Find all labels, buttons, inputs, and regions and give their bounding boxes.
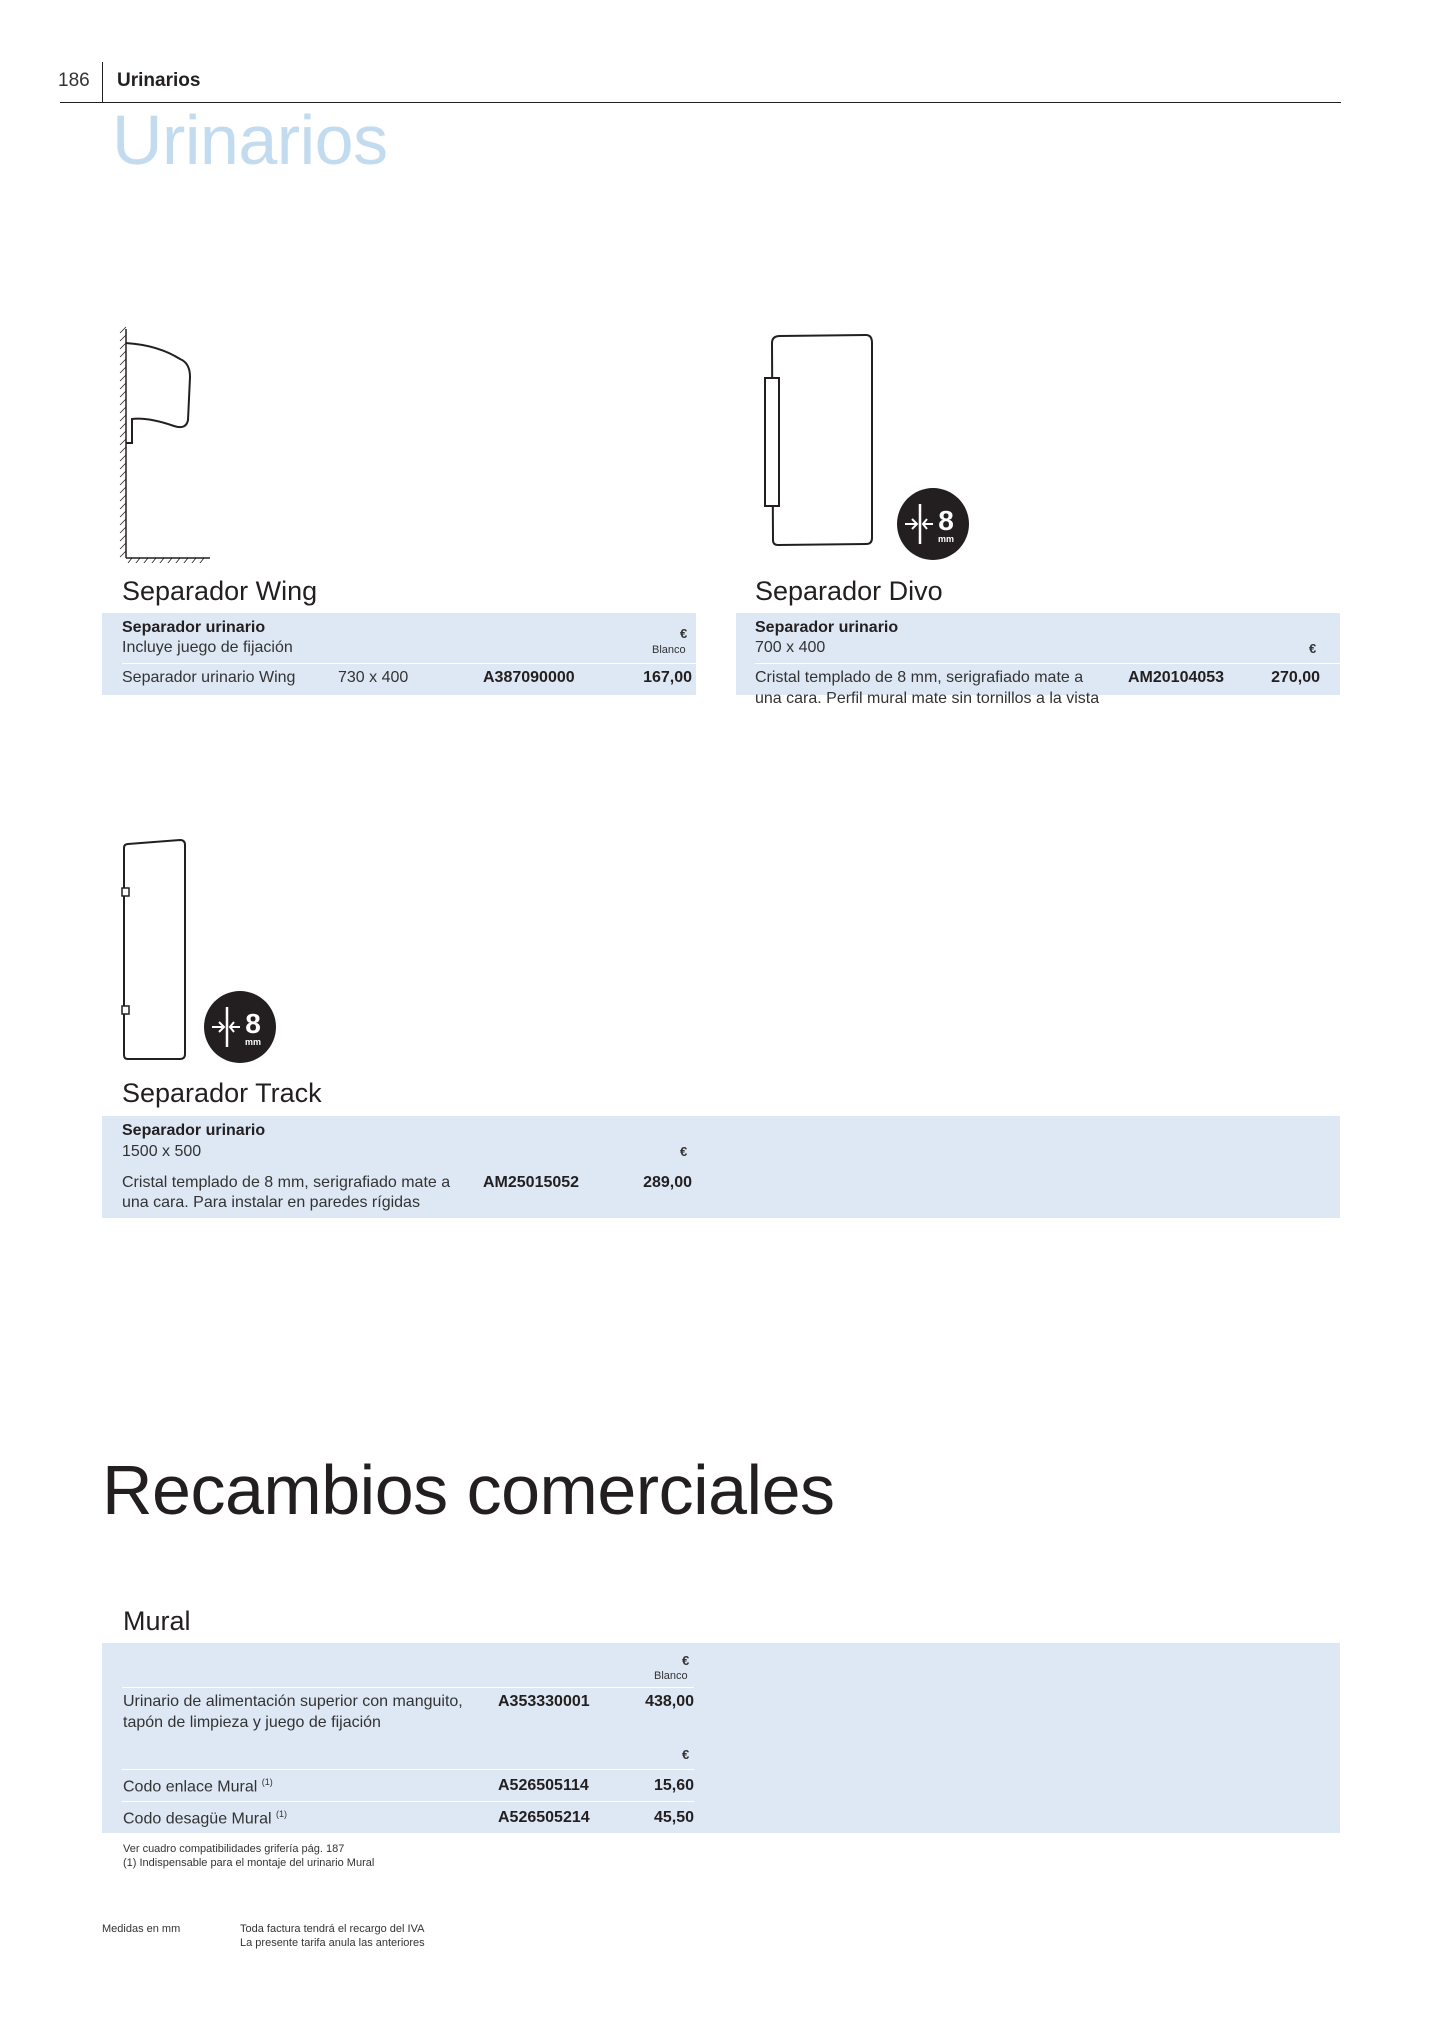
divo-row-code: AM20104053 bbox=[1128, 669, 1225, 686]
spares-title: Recambios comerciales bbox=[102, 1451, 835, 1529]
spares-row-name: Codo desagüe Mural $^{(1)}$ bbox=[123, 1809, 287, 1828]
spares-main-code: A353330001 bbox=[498, 1693, 590, 1710]
spares-row-price: 15,60 bbox=[653, 1777, 694, 1794]
separador-divo-image bbox=[762, 333, 877, 549]
footnote: Ver cuadro compatibilidades grifería pág. 187 bbox=[123, 1843, 345, 1855]
row-divider bbox=[122, 1687, 694, 1688]
divo-row-price: 270,00 bbox=[1271, 669, 1320, 686]
svg-text:mm: mm bbox=[244, 1037, 262, 1047]
row-divider bbox=[122, 663, 696, 664]
svg-text:8: 8 bbox=[245, 1008, 261, 1039]
spares-currency: € bbox=[682, 1653, 690, 1668]
svg-text:mm: mm bbox=[937, 534, 955, 544]
wing-row-size: 730 x 400 bbox=[338, 669, 409, 686]
spares-finish: Blanco bbox=[654, 1670, 688, 1682]
wing-currency: € bbox=[680, 626, 688, 641]
track-row-desc-1: Cristal templado de 8 mm, serigrafiado mate a bbox=[122, 1174, 451, 1191]
row-divider bbox=[122, 1801, 694, 1802]
separador-wing-image bbox=[118, 325, 218, 563]
spares-main-desc-2: tapón de limpieza y juego de fijación bbox=[123, 1714, 381, 1731]
spares-row-code: A526505214 bbox=[498, 1809, 590, 1826]
footer-tax-note: Toda factura tendrá el recargo del IVA bbox=[240, 1923, 425, 1935]
product-title-divo: Separador Divo bbox=[755, 576, 943, 606]
row-divider bbox=[122, 1769, 694, 1770]
page-title: Urinarios bbox=[112, 101, 388, 179]
product-title-wing: Separador Wing bbox=[122, 576, 318, 606]
spares-row-name: Codo enlace Mural $^{(1)}$ bbox=[123, 1777, 273, 1796]
wing-row-code: A387090000 bbox=[483, 669, 575, 686]
spares-main-price: 438,00 bbox=[645, 1693, 694, 1710]
divo-category: Separador urinario bbox=[755, 619, 899, 636]
product-title-track: Separador Track bbox=[122, 1078, 322, 1108]
table-wing bbox=[102, 613, 696, 695]
divo-size: 700 x 400 bbox=[755, 639, 826, 656]
footnote: (1) Indispensable para el montaje del urinario Mural bbox=[123, 1857, 375, 1869]
table-track bbox=[102, 1116, 1340, 1218]
spares-row-code: A526505114 bbox=[498, 1777, 589, 1794]
svg-text:8: 8 bbox=[938, 505, 954, 536]
spares-subtitle: Mural bbox=[123, 1606, 191, 1636]
footer-tariff-note: La presente tarifa anula las anteriores bbox=[240, 1937, 425, 1949]
track-category: Separador urinario bbox=[122, 1122, 266, 1139]
track-row-desc-2: una cara. Para instalar en paredes rígidas bbox=[122, 1194, 420, 1211]
footer-measures: Medidas en mm bbox=[102, 1923, 181, 1935]
wing-subtitle: Incluye juego de fijación bbox=[122, 639, 293, 656]
track-row-code: AM25015052 bbox=[483, 1174, 580, 1191]
divo-row-desc-2: una cara. Perfil mural mate sin tornillos a la vista bbox=[755, 690, 1100, 707]
header-divider bbox=[102, 62, 103, 102]
page-number: 186 bbox=[58, 70, 90, 91]
track-size: 1500 x 500 bbox=[122, 1143, 202, 1160]
spares-currency-2: € bbox=[682, 1747, 690, 1762]
divo-row-desc-1: Cristal templado de 8 mm, serigrafiado mate a bbox=[755, 669, 1084, 686]
spares-main-desc-1: Urinario de alimentación superior con manguito, bbox=[123, 1693, 463, 1710]
track-currency: € bbox=[680, 1144, 688, 1159]
table-spares bbox=[102, 1643, 1340, 1833]
wing-row-price: 167,00 bbox=[643, 669, 692, 686]
8mm-thickness-icon bbox=[204, 991, 276, 1063]
wing-finish: Blanco bbox=[652, 644, 686, 656]
wing-row-name: Separador urinario Wing bbox=[122, 669, 296, 686]
track-row-price: 289,00 bbox=[643, 1174, 692, 1191]
separador-track-image bbox=[118, 838, 190, 1064]
divo-currency: € bbox=[1309, 641, 1317, 656]
wing-category: Separador urinario bbox=[122, 619, 266, 636]
row-divider bbox=[755, 663, 1340, 664]
section-label: Urinarios bbox=[117, 70, 201, 91]
8mm-thickness-icon bbox=[897, 488, 969, 560]
table-divo bbox=[736, 613, 1340, 695]
spares-row-price: 45,50 bbox=[653, 1809, 694, 1826]
